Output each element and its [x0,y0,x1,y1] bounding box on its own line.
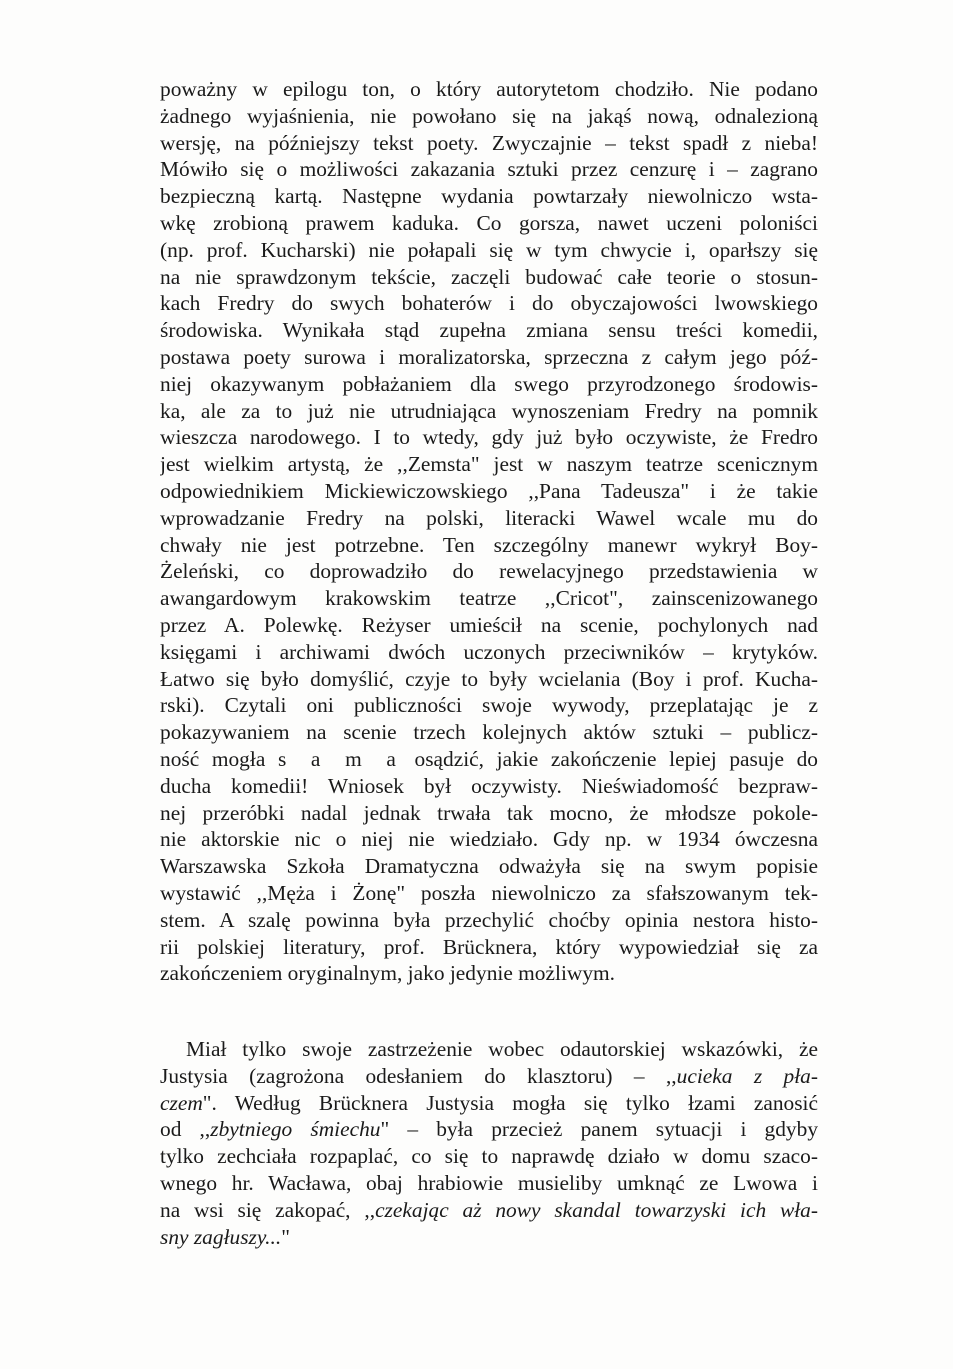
text-line: sny zagłuszy..." [160,1224,290,1249]
text-line: jest wielkim artystą, że ,,Zemsta" jest w naszym teatrze scenicznym [160,452,818,477]
text-line: rski). Czytali oni publiczności swoje wywody, przeplatając je z [160,693,818,718]
text-line: poważny w epilogu ton, o który autorytetom chodziło. Nie podano [160,77,818,101]
text-line: środowiska. Wynikała stąd zupełna zmiana sensu treści komedii, [160,318,818,343]
text-line: Justysia (zagrożona odesłaniem do klasztoru) – ,,ucieka z pła- [160,1063,818,1088]
text-line: nej przeróbki nadal jednak trwała tak mocno, że młodsze pokole- [160,800,818,825]
text-line: wnego hr. Wacława, obaj hrabiowie musieliby umknąć ze Lwowa i [160,1170,818,1195]
text-line: na wsi się zakopać, ,,czekając aż nowy skandal towarzyski ich wła- [160,1197,818,1222]
paragraph-2 [160,1036,818,1250]
text-line: od ,,zbytniego śmiechu" – była przecież panem sytuacji i gdyby [160,1117,818,1142]
text-line: wprowadzanie Fredry na polski, literacki Wawel wcale mu do [160,505,818,530]
text-line: wystawić ,,Męża i Żonę" poszła niewolniczo za sfałszowanym tek- [160,880,818,905]
text-line: Łatwo się było domyślić, czyje to były wcielania (Boy i prof. Kucha- [160,666,818,691]
text-line: stem. A szalę powinna była przechylić choćby opinia nestora histo- [160,907,818,932]
text-line: bezpieczną kartą. Następne wydania powtarzały niewolniczo wsta- [160,184,818,209]
text-line: na nie sprawdzonym tekście, zaczęli budować całe teorie o stosun- [160,264,818,289]
text-line: niej okazywanym pobłażaniem dla swego przyrodzonego środowis- [160,371,818,396]
text-line: księgami i archiwami dwóch uczonych przeciwników – krytyków. [160,639,818,664]
text-line: (np. prof. Kucharski) nie połapali się w tym chwycie i, oparłszy się [160,237,818,262]
text-line: rii polskiej literatury, prof. Brücknera, który wypowiedział się za [160,934,818,959]
text-line: postawa poety surowa i moralizatorska, sprzeczna z całym jego póź- [160,344,818,369]
text-line: kach Fredry do swych bohaterów i do obyczajowości lwowskiego [160,291,818,316]
text-line: czem". Według Brücknera Justysia mogła się tylko łzami zanosić [160,1090,818,1115]
text-line: tylko zechciała rozpaplać, co się to naprawdę działo w domu szaco- [160,1144,818,1169]
text-line: odpowiednikiem Mickiewiczowskiego ,,Pana Tadeusza" i że takie [160,478,818,503]
text-line: ka, ale za to już nie utrudniająca wynoszeniam Fredry na pomnik [160,398,818,423]
text-line: Żeleński, co doprowadziło do rewelacyjnego przedstawienia w [160,559,818,584]
text-line: wieszcza narodowego. I to wtedy, gdy już było oczywiste, że Fredro [160,425,818,450]
text-line: ność mogła s a m a osądzić, jakie zakończenie lepiej pasuje do [160,746,818,771]
text-line: żadnego wyjaśnienia, nie powołano się na jakąś nową, odnalezioną [160,103,818,128]
text-line: wkę zrobioną prawem kaduka. Co gorsza, nawet uczeni poloniści [160,210,818,235]
text-line: zakończeniem oryginalnym, jako jedynie możliwym. [160,961,616,986]
text-line: Mówiło się o możliwości zakazania sztuki przez cenzurę i – zagrano [160,157,818,182]
paragraph-1 [160,76,818,987]
text-line: przez A. Polewkę. Reżyser umieścił na scenie, pochylonych nad [160,612,818,637]
text-line: wersję, na późniejszy tekst poety. Zwyczajnie – tekst spadł z nieba! [160,130,818,155]
text-line: pokazywaniem na scenie trzech kolejnych aktów sztuki – publicz- [160,720,818,745]
text-line: Warszawska Szkoła Dramatyczna odważyła się na swym popisie [160,854,818,879]
text-line: ducha komedii! Wniosek był oczywisty. Nieświadomość bezpraw- [160,773,818,798]
text-line: Miał tylko swoje zastrzeżenie wobec odautorskiej wskazówki, że [186,1037,818,1061]
text-line: awangardowym krakowskim teatrze ,,Cricot", zainscenizowanego [160,586,818,611]
text-line: chwały nie jest potrzebne. Ten szczególny manewr wykrył Boy- [160,532,818,557]
text-line: nie aktorskie nic o niej nie wiedziało. Gdy np. w 1934 ówczesna [160,827,818,852]
